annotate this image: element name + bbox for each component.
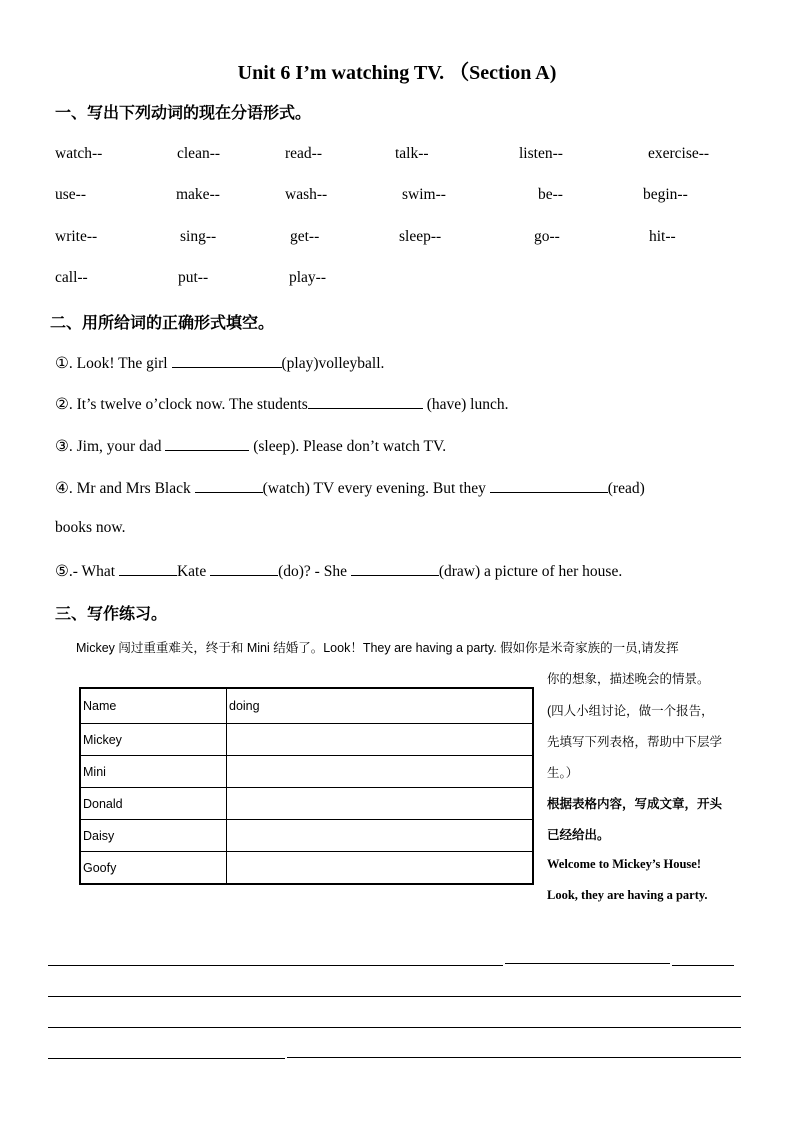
question-4-continued: books now. — [55, 519, 126, 536]
table-row — [80, 852, 533, 885]
side-note-line: 先填写下列表格，帮助中下层学 — [547, 735, 723, 749]
writing-line[interactable] — [48, 1058, 285, 1059]
verb-item: use-- — [55, 186, 86, 203]
side-note-bold-line: Look, they are having a party. — [547, 888, 708, 902]
table-name-cell: Daisy — [80, 820, 227, 852]
verb-item: exercise-- — [648, 145, 710, 162]
q5-text-c: (do)? - She — [278, 563, 351, 580]
table-header-row — [80, 688, 533, 724]
verb-item: clean-- — [177, 145, 221, 162]
q2-text-b: (have) lunch. — [422, 396, 509, 413]
writing-line[interactable] — [287, 1057, 741, 1058]
verb-item: begin-- — [643, 186, 688, 203]
side-note-line: 你的想象，描述晚会的情景。 — [547, 672, 710, 686]
verb-item: get-- — [290, 228, 320, 245]
verb-item: be-- — [538, 186, 563, 203]
table-doing-cell[interactable] — [227, 724, 534, 756]
writing-line[interactable] — [48, 965, 503, 966]
table-row — [80, 788, 533, 820]
question-5 — [55, 561, 622, 581]
verb-item: talk-- — [395, 145, 429, 162]
verb-item: make-- — [176, 186, 220, 203]
section2-heading: 二、用所给词的正确形式填空。 — [50, 313, 275, 332]
table-name-cell: Goofy — [80, 852, 227, 885]
verb-item: sleep-- — [399, 228, 442, 245]
table-doing-cell[interactable] — [227, 788, 534, 820]
answer-blank[interactable] — [308, 394, 423, 409]
side-note-line: (四人小组讨论，做一个报告， — [547, 704, 714, 718]
table-header-doing: doing — [227, 688, 534, 724]
q3-text-a: ③. Jim, your dad — [55, 438, 166, 455]
answer-blank[interactable] — [165, 436, 249, 451]
side-note-line: 生。） — [547, 766, 579, 780]
writing-line[interactable] — [672, 965, 734, 966]
table-name-cell: Mini — [80, 756, 227, 788]
verb-item: go-- — [534, 228, 560, 245]
q5-text-b: Kate — [176, 563, 211, 580]
verb-item: write-- — [55, 228, 98, 245]
answer-blank[interactable] — [119, 561, 177, 576]
verb-item: sing-- — [180, 228, 217, 245]
verb-item: call-- — [55, 269, 88, 286]
writing-intro: Mickey 闯过重重难关，终于和 Mini 结婚了。Look！They are having a party. 假如你是米奇家族的一员,请发挥 — [76, 641, 679, 655]
q1-text-a: ①. Look! The girl — [55, 355, 172, 372]
side-note-bold-line: 已经给出。 — [547, 828, 610, 842]
verb-item: play-- — [289, 269, 327, 286]
table-doing-cell[interactable] — [227, 852, 534, 885]
table-doing-cell[interactable] — [227, 820, 534, 852]
verb-item: read-- — [285, 145, 322, 162]
side-note-bold-line: 根据表格内容，写成文章，开头 — [547, 797, 723, 811]
activity-table — [79, 687, 534, 885]
answer-blank[interactable] — [490, 478, 608, 493]
answer-blank[interactable] — [172, 353, 282, 368]
section3-heading: 三、写作练习。 — [55, 604, 168, 623]
q3-text-b: (sleep). Please don’t watch TV. — [249, 438, 447, 455]
answer-blank[interactable] — [210, 561, 278, 576]
q5-text-a: ⑤.- What — [55, 563, 119, 580]
q2-text-a: ②. It’s twelve o’clock now. The students — [55, 396, 308, 413]
q4-text-c: (read) — [607, 480, 645, 497]
table-row — [80, 724, 533, 756]
section1-heading: 一、写出下列动词的现在分语形式。 — [55, 103, 312, 122]
answer-blank[interactable] — [195, 478, 263, 493]
writing-line[interactable] — [505, 963, 670, 964]
writing-line[interactable] — [48, 1027, 741, 1028]
verb-item: put-- — [178, 269, 209, 286]
answer-blank[interactable] — [351, 561, 439, 576]
q4-text-b: (watch) TV every evening. But they — [262, 480, 490, 497]
verb-item: swim-- — [402, 186, 446, 203]
verb-item: listen-- — [519, 145, 563, 162]
question-3 — [55, 436, 446, 456]
question-2 — [55, 394, 508, 414]
side-note-bold-line: Welcome to Mickey’s House! — [547, 857, 702, 871]
verb-item: wash-- — [285, 186, 328, 203]
q4-text-a: ④. Mr and Mrs Black — [55, 480, 195, 497]
table-name-cell: Mickey — [80, 724, 227, 756]
question-1 — [55, 353, 384, 373]
writing-line[interactable] — [48, 996, 741, 997]
q1-text-b: (play)volleyball. — [281, 355, 385, 372]
question-4 — [55, 478, 645, 498]
page-title: Unit 6 I’m watching TV. （Section A) — [237, 62, 557, 84]
q5-text-d: (draw) a picture of her house. — [438, 563, 623, 580]
table-row — [80, 756, 533, 788]
verb-item: hit-- — [649, 228, 676, 245]
table-name-cell: Donald — [80, 788, 227, 820]
table-header-name: Name — [80, 688, 227, 724]
table-doing-cell[interactable] — [227, 756, 534, 788]
table-row — [80, 820, 533, 852]
verb-item: watch-- — [55, 145, 103, 162]
